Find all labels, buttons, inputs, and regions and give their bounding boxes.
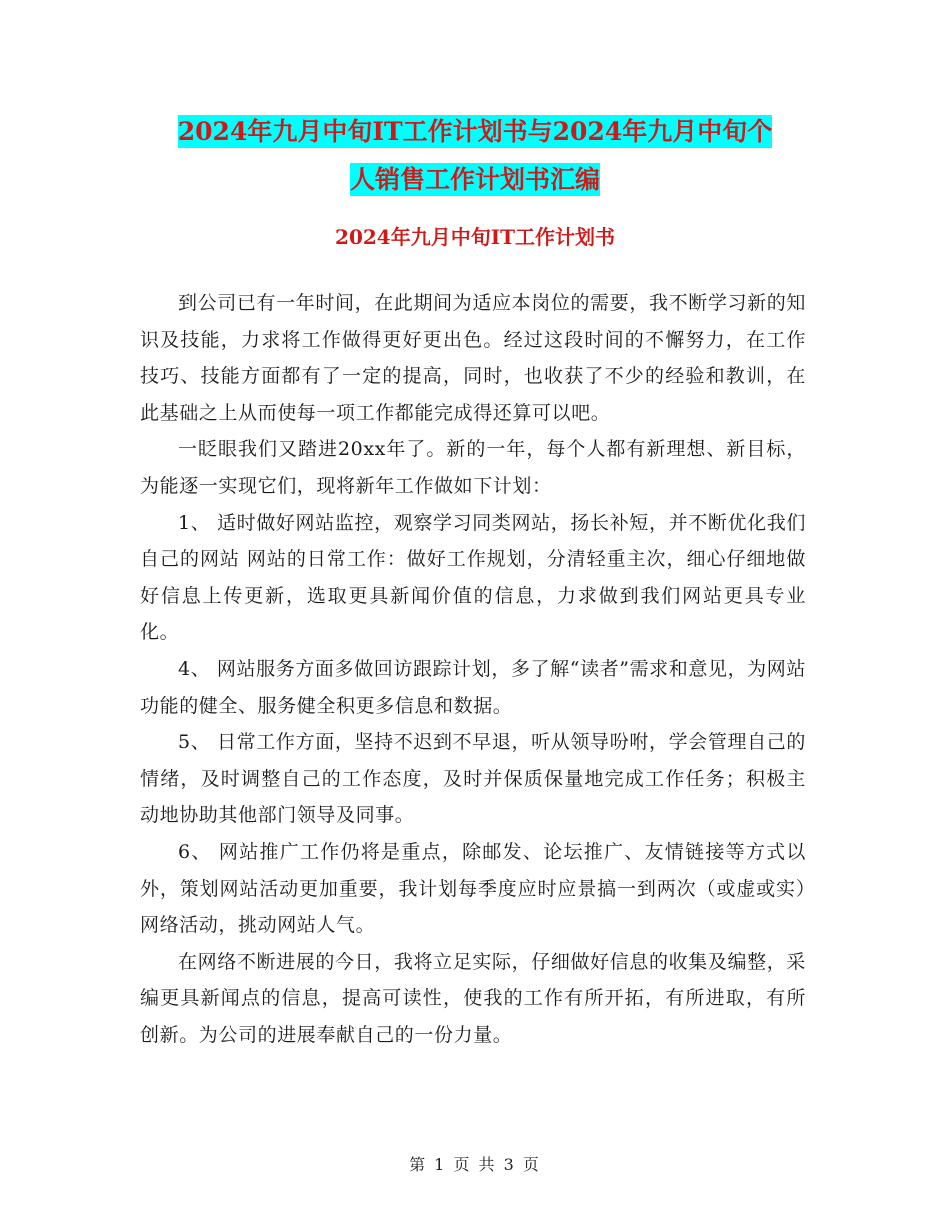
page-footer: 第 1 页 共 3 页 xyxy=(409,1155,541,1174)
paragraph-3: 1、 适时做好网站监控，观察学习同类网站，扬长补短，并不断优化我们自己的网站 网站的日常工作：做好工作规划，分清轻重主次，细心仔细地做好信息上传更新，选取更具新闻价值的信息，力求做到我们网站更具专业化。 xyxy=(140,511,806,644)
paragraph-5: 5、 日常工作方面，坚持不迟到不早退，听从领导吩咐，学会管理自己的情绪，及时调整自己的工作态度，及时并保质保量地完成工作任务；积极主动地协助其他部门领导及同事。 xyxy=(140,731,806,827)
section-title: 2024年九月中旬IT工作计划书 xyxy=(335,225,615,249)
paragraph-6: 6、 网站推广工作仍将是重点，除邮发、论坛推广、友情链接等方式以外，策划网站活动更加重要，我计划每季度应时应景搞一到两次（或虚或实）网络活动，挑动网站人气。 xyxy=(140,840,806,937)
paragraph-7: 在网络不断进展的今日，我将立足实际，仔细做好信息的收集及编整，采编更具新闻点的信息，提高可读性，使我的工作有所开拓，有所进取，有所创新。为公司的进展奉献自己的一份力量。 xyxy=(140,950,806,1046)
paragraph-1: 到公司已有一年时间，在此期间为适应本岗位的需要，我不断学习新的知识及技能，力求将工作做得更好更出色。经过这段时间的不懈努力，在工作技巧、技能方面都有了一定的提高，同时，也收获了不少的经验和教训，在此基础之上从而使每一项工作都能完成得还算可以吧。 xyxy=(140,292,806,424)
paragraph-4: 4、 网站服务方面多做回访跟踪计划，多了解“读者”需求和意见，为网站功能的健全、服务健全积更多信息和数据。 xyxy=(140,657,806,717)
paragraph-2: 一眨眼我们又踏进20xx年了。新的一年，每个人都有新理想、新目标，为能逐一实现它们，现将新年工作做如下计划： xyxy=(140,438,806,497)
document-title-line-2: 人销售工作计划书汇编 xyxy=(349,165,600,194)
document-title xyxy=(140,108,810,204)
document-title-line-1: 2024年九月中旬IT工作计划书与2024年九月中旬个 xyxy=(177,117,773,146)
document-body xyxy=(140,285,806,1053)
